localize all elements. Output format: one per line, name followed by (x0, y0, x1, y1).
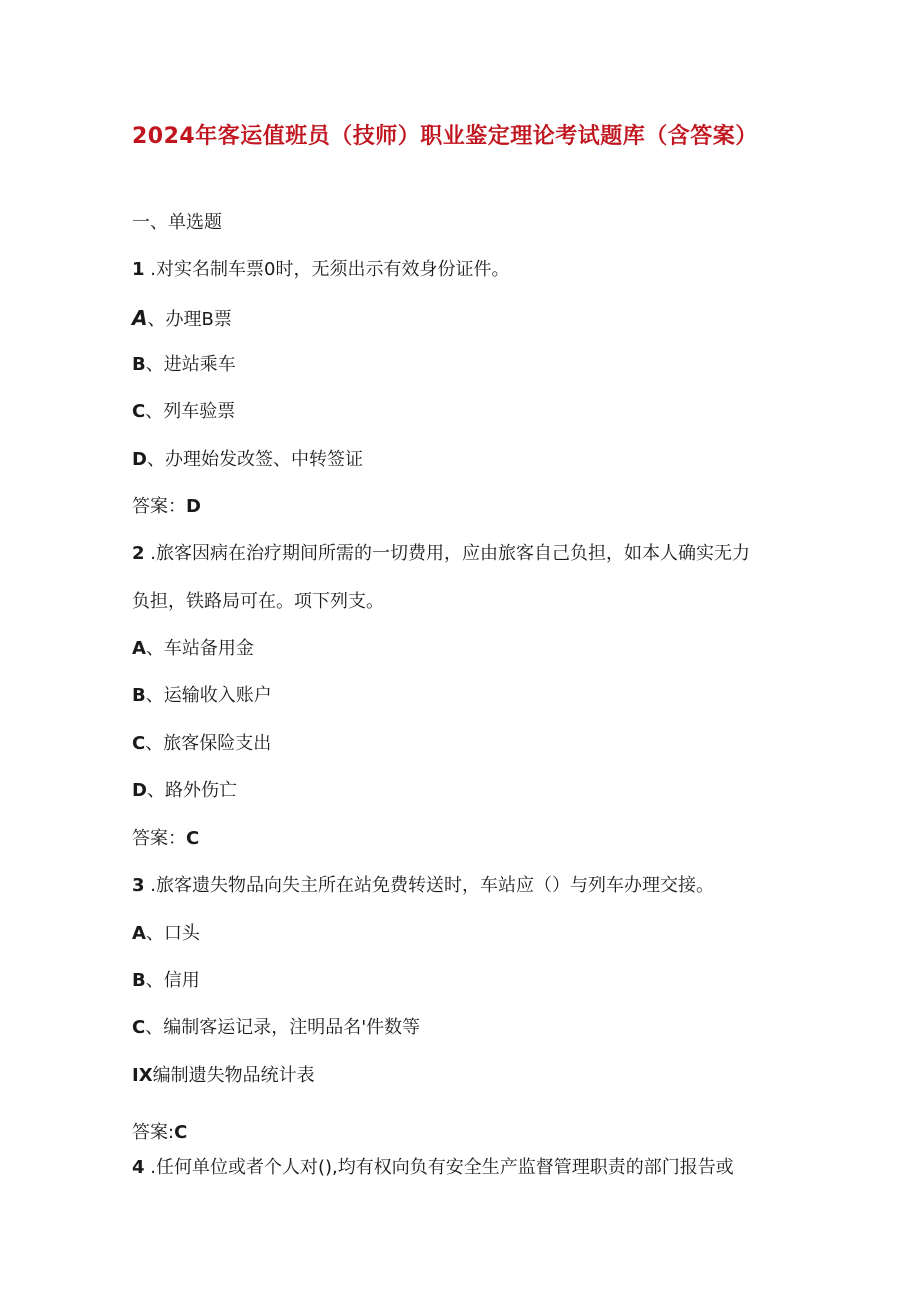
option-letter: C (132, 1017, 146, 1038)
option-c (132, 400, 235, 424)
answer-label: 答案: (132, 1122, 175, 1143)
question-2 (132, 542, 750, 566)
option-a (132, 306, 232, 332)
answer-1 (132, 495, 201, 519)
option-letter: B (132, 685, 146, 706)
question-number: 2 (132, 543, 145, 564)
option-text: 、办理始发改签、中转签证 (146, 449, 363, 470)
question-text: .任何单位或者个人对(),均有权向负有安全生产监督管理职责的部门报告或 (150, 1157, 734, 1178)
option-letter: A (132, 923, 146, 944)
answer-label: 答案： (132, 496, 186, 517)
answer-label: 答案： (132, 828, 186, 849)
answer-value: D (186, 496, 201, 517)
option-c (132, 732, 271, 756)
option-text: 、路外伤亡 (146, 780, 237, 801)
option-text: 、编制客运记录，注明品名'件数等 (145, 1017, 421, 1038)
option-a (132, 922, 200, 946)
question-number: 3 (132, 875, 145, 896)
option-c (132, 1016, 420, 1040)
document-title: 2024年客运值班员（技师）职业鉴定理论考试题库（含答案） (132, 124, 758, 149)
question-text: .旅客因病在治疗期间所需的一切费用，应由旅客自己负担，如本人确实无力 (150, 543, 750, 564)
option-text: 、办理B票 (147, 309, 232, 330)
option-text: 、进站乘车 (145, 354, 236, 375)
option-letter: D (132, 780, 147, 801)
answer-value: C (186, 828, 200, 849)
option-letter: A (132, 638, 146, 659)
option-text: 、列车验票 (145, 401, 236, 422)
option-b (132, 353, 236, 377)
option-letter: D (132, 449, 147, 470)
option-letter: C (132, 401, 146, 422)
answer-value: C (174, 1122, 188, 1143)
question-text: .对实名制车票0时，无须出示有效身份证件。 (150, 259, 510, 280)
question-number: 4 (132, 1157, 145, 1178)
option-b (132, 684, 272, 708)
option-letter: IX (132, 1065, 153, 1086)
option-d (132, 779, 237, 803)
option-text: 编制遗失物品统计表 (152, 1065, 315, 1086)
answer-2 (132, 827, 199, 851)
question-2-continued: 负担，铁路局可在。项下列支。 (132, 591, 384, 612)
option-d (132, 448, 363, 472)
option-letter: B (132, 970, 146, 991)
option-letter: A (132, 306, 148, 330)
question-text: .旅客遗失物品向失主所在站免费转送时，车站应（）与列车办理交接。 (150, 875, 714, 896)
answer-3 (132, 1121, 187, 1145)
option-a (132, 637, 254, 661)
option-b (132, 969, 200, 993)
option-letter: B (132, 354, 146, 375)
question-4 (132, 1156, 734, 1180)
option-text: 、旅客保险支出 (145, 733, 272, 754)
section-heading: 一、单选题 (132, 212, 222, 233)
option-text: 、运输收入账户 (145, 685, 272, 706)
option-text: 、口头 (145, 923, 200, 944)
question-number: 1 (132, 259, 145, 280)
option-text: 、信用 (145, 970, 200, 991)
option-d (132, 1064, 315, 1088)
option-text: 、车站备用金 (145, 638, 254, 659)
question-3 (132, 874, 714, 898)
question-1 (132, 258, 509, 282)
option-letter: C (132, 733, 146, 754)
